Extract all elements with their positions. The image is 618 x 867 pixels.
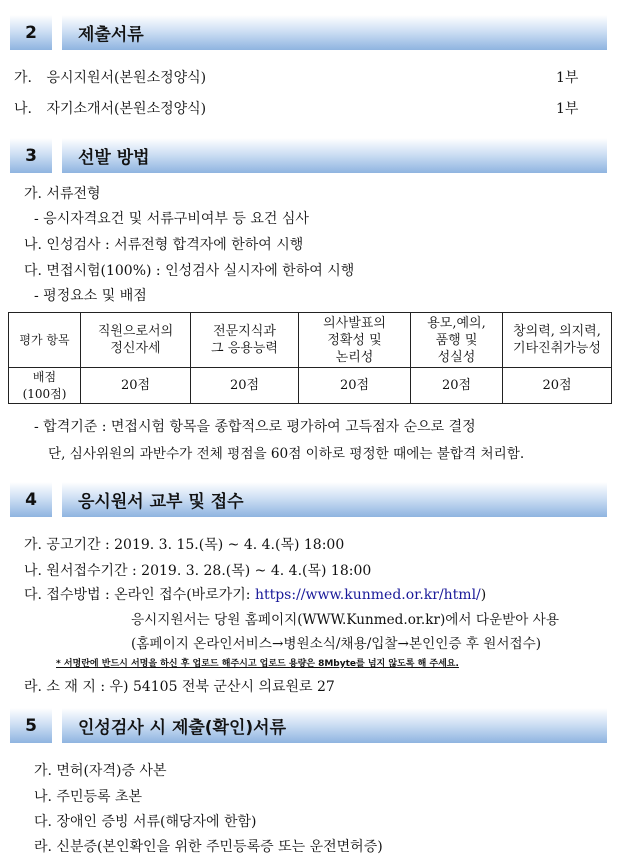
apply-line-5: (홈페이지 온라인서비스→병원소식/채용/입찰→본인인증 후 원서접수) xyxy=(131,636,542,652)
header-cell: 창의력, 의지력, 기타진취가능성 xyxy=(503,313,612,368)
score-cell: 20점 xyxy=(81,368,191,404)
apply-line-4: 응시지원서는 당원 홈페이지(WWW.Kunmed.or.kr)에서 다운받아 사용 xyxy=(131,612,559,628)
doc-label: 가. xyxy=(14,70,32,86)
criteria-line-1: - 합격기준 : 면접시험 항목을 종합적으로 평가하여 고득점자 순으로 결정 xyxy=(34,419,476,435)
apply-method-close: ) xyxy=(480,587,487,603)
criteria-line-2: 단, 심사위원의 과반수가 전체 평점을 60점 이하로 평정한 때에는 불합격 처리함. xyxy=(48,446,525,462)
section-4-header xyxy=(10,482,607,517)
method-line-2: - 응시자격요건 및 서류구비여부 등 요건 심사 xyxy=(34,211,309,227)
section-title: 인성검사 시 제출(확인)서류 xyxy=(62,708,607,743)
verify-item: 라. 신분증(본인확인을 위한 주민등록증 또는 운전면허증) xyxy=(34,839,383,855)
section-number: 3 xyxy=(10,138,52,173)
method-line-4: 다. 면접시험(100%) : 인성검사 실시자에 한하여 시행 xyxy=(24,263,355,279)
verify-item: 다. 장애인 증빙 서류(해당자에 한함) xyxy=(34,814,257,830)
apply-method-label: 다. 접수방법 : 온라인 접수(바로가기: xyxy=(24,587,255,603)
section-title: 응시원서 교부 및 접수 xyxy=(62,482,607,517)
table-row xyxy=(9,368,612,404)
apply-link[interactable]: https://www.kunmed.or.kr/html/ xyxy=(254,587,481,603)
doc-count: 1부 xyxy=(556,70,579,86)
table-header-row xyxy=(9,313,612,368)
score-cell: 20점 xyxy=(503,368,612,404)
doc-item xyxy=(14,98,206,118)
header-cell: 의사발표의 정확성 및 논리성 xyxy=(299,313,411,368)
section-number: 2 xyxy=(10,15,52,50)
score-cell: 20점 xyxy=(411,368,503,404)
verify-item: 가. 면허(자격)증 사본 xyxy=(34,763,167,779)
score-cell: 20점 xyxy=(299,368,411,404)
section-number: 5 xyxy=(10,708,52,743)
apply-line-1: 가. 공고기간 : 2019. 3. 15.(목) ~ 4. 4.(목) 18:00 xyxy=(24,537,345,553)
section-title: 선발 방법 xyxy=(62,138,607,173)
method-line-1: 가. 서류전형 xyxy=(24,186,101,202)
doc-label: 나. xyxy=(14,101,32,117)
header-cell-item: 평가 항목 xyxy=(9,313,81,368)
doc-count: 1부 xyxy=(556,101,579,117)
header-cell: 직원으로서의 정신자세 xyxy=(81,313,191,368)
section-number: 4 xyxy=(10,482,52,517)
score-cell: 20점 xyxy=(191,368,299,404)
row-label: 배점 (100점) xyxy=(9,368,81,404)
section-2-header xyxy=(10,15,607,50)
verify-item: 나. 주민등록 초본 xyxy=(34,789,143,805)
apply-line-3 xyxy=(24,584,486,604)
header-cell: 용모,예의, 품행 및 성실성 xyxy=(411,313,503,368)
evaluation-table xyxy=(8,312,612,404)
section-5-header xyxy=(10,708,607,743)
apply-line-6: 라. 소 재 지 : 우) 54105 전북 군산시 의료원로 27 xyxy=(24,679,335,695)
method-line-5: - 평정요소 및 배점 xyxy=(34,288,147,304)
header-cell: 전문지식과 그 응용능력 xyxy=(191,313,299,368)
apply-line-2: 나. 원서접수기간 : 2019. 3. 28.(목) ~ 4. 4.(목) 18:00 xyxy=(24,563,372,579)
upload-note: * 서명란에 반드시 서명을 하신 후 업로드 해주시고 업로드 용량은 8Mbyte를 넘지 않도록 해 주세요. xyxy=(56,659,459,669)
doc-item xyxy=(14,67,206,87)
doc-text: 응시지원서(본원소정양식) xyxy=(46,70,207,86)
section-3-header xyxy=(10,138,607,173)
section-title: 제출서류 xyxy=(62,15,607,50)
doc-text: 자기소개서(본원소정양식) xyxy=(46,101,207,117)
method-line-3: 나. 인성검사 : 서류전형 합격자에 한하여 시행 xyxy=(24,237,304,253)
